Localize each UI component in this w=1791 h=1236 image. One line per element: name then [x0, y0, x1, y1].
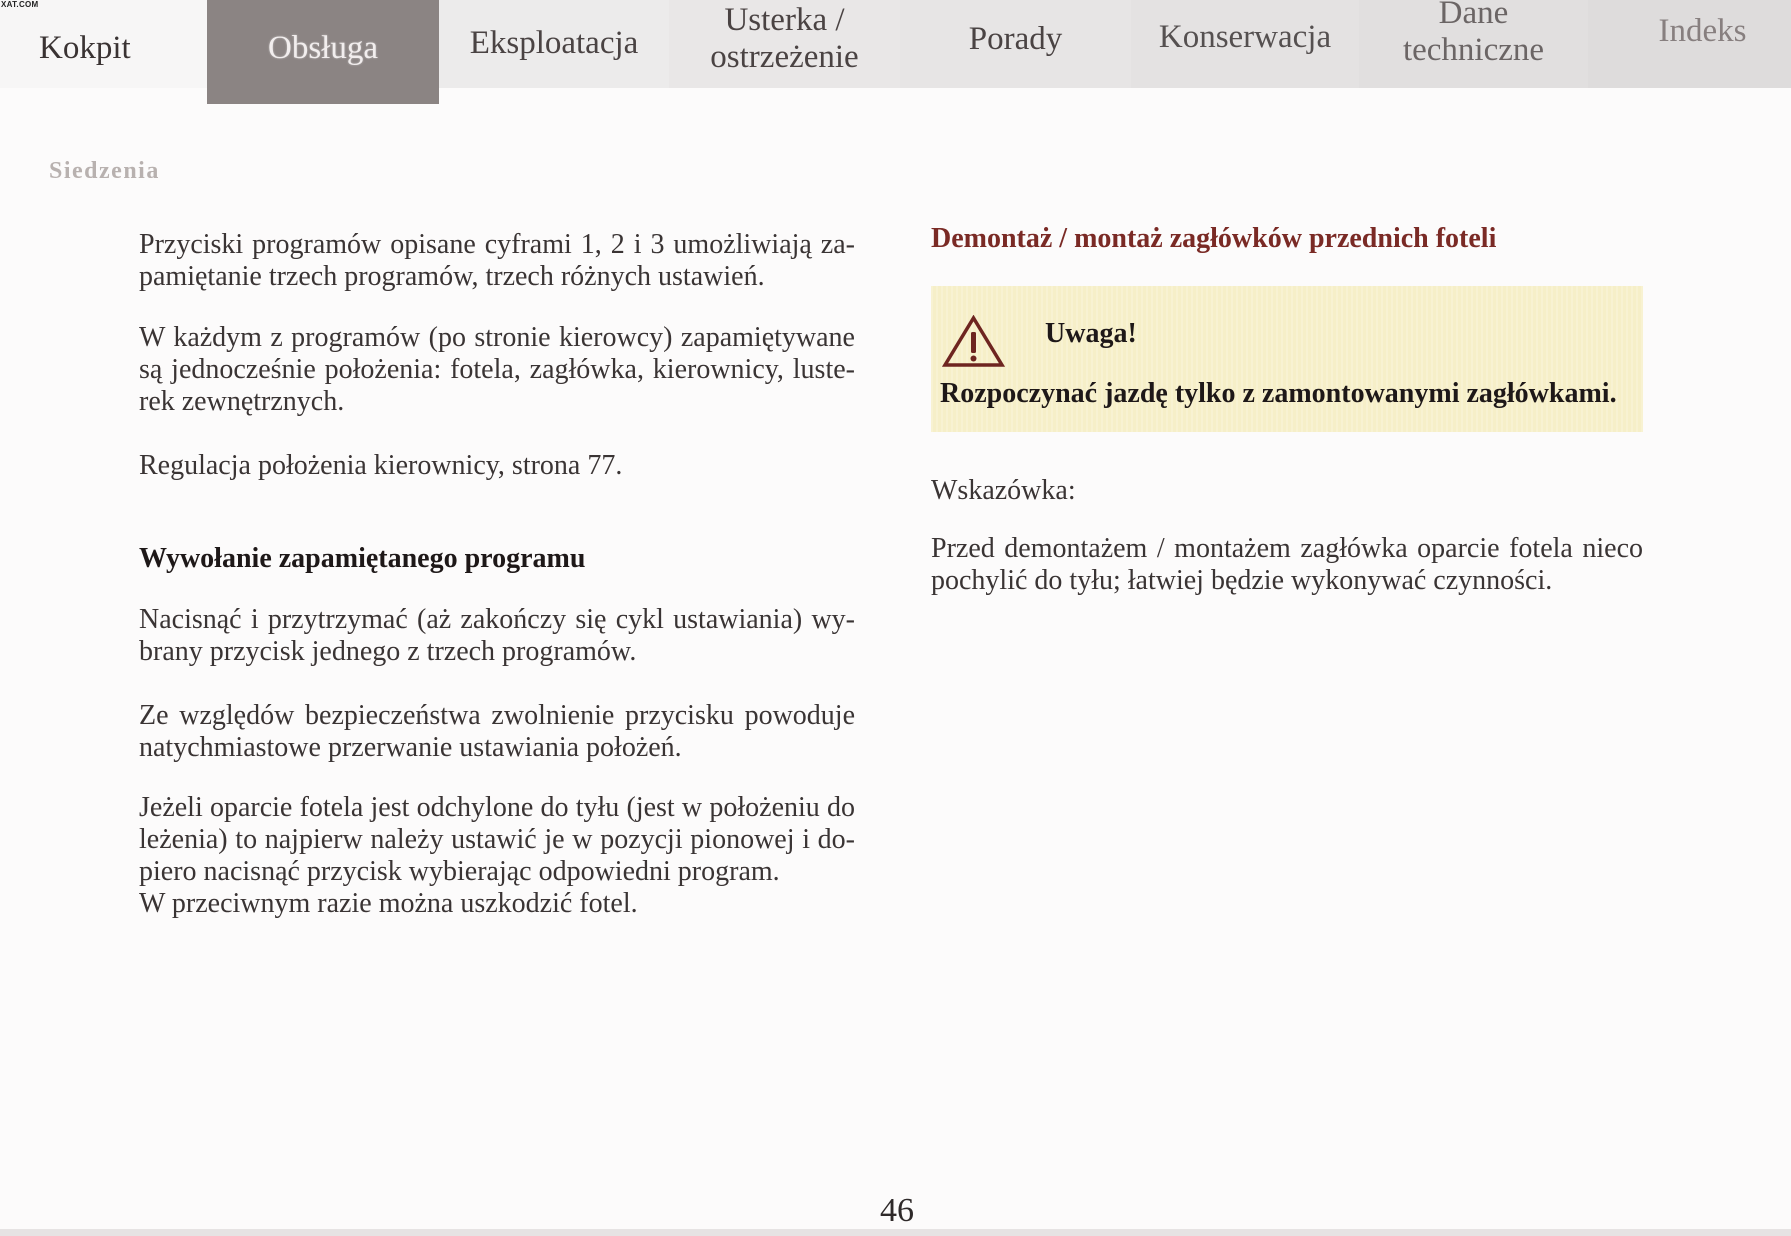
warning-triangle-icon — [942, 315, 1005, 368]
text-line: Przed demontażem / montażem zagłówka oparcie fotela nieco — [931, 533, 1643, 564]
paragraph-hint — [931, 533, 1643, 597]
headrest-heading — [931, 223, 1643, 255]
watermark: XAT.COM — [1, 0, 39, 9]
text-line: Regulacja położenia kierownicy, strona 77. — [139, 450, 623, 481]
text-line: są jednocześnie położenia: fotela, zagłówka, kierownicy, luste- — [139, 354, 855, 385]
text-line: brany przycisk jednego z trzech programów. — [139, 636, 637, 667]
warning-text: Rozpoczynać jazdę tylko z zamontowanymi zagłówkami. — [940, 378, 1617, 409]
recall-heading — [139, 543, 855, 575]
text-line: pamiętanie trzech programów, trzech różnych ustawień. — [139, 261, 765, 292]
tab-indeks[interactable] — [1588, 0, 1791, 88]
text-line: rek zewnętrznych. — [139, 386, 345, 417]
text-line: natychmiastowe przerwanie ustawiania położeń. — [139, 732, 682, 763]
heading-text: Wywołanie zapamiętanego programu — [139, 543, 586, 574]
text-line: Ze względów bezpieczeństwa zwolnienie przycisku powoduje — [139, 700, 855, 731]
paragraph-intro — [139, 229, 855, 293]
paragraph-recall-hold — [139, 604, 855, 668]
text-line: leżenia) to najpierw należy ustawić je w pozycji pionowej i do- — [139, 824, 855, 855]
heading-text: Demontaż / montaż zagłówków przednich foteli — [931, 223, 1497, 254]
tab-obsluga[interactable] — [207, 0, 439, 104]
text-line: pochylić do tyłu; łatwiej będzie wykonywać czynności. — [931, 565, 1553, 596]
section-title: Siedzenia — [49, 158, 160, 184]
tab-label-line-2: ostrzeżenie — [710, 39, 859, 75]
paragraph-steering-reference — [139, 450, 855, 482]
text-line: Wskazówka: — [931, 475, 1076, 506]
text-line: Jeżeli oparcie fotela jest odchylone do tyłu (jest w położeniu do — [139, 792, 855, 823]
text-line: piero nacisnąć przycisk wybierając odpowiedni program. — [139, 856, 780, 887]
text-line: Nacisnąć i przytrzymać (aż zakończy się cykl ustawiania) wy- — [139, 604, 855, 635]
warning-title: Uwaga! — [1045, 318, 1137, 349]
tab-label: Obsługa — [268, 29, 378, 66]
tab-label: Indeks — [1658, 12, 1747, 49]
tab-label-line-1: Dane — [1438, 0, 1509, 31]
text-line: Przyciski programów opisane cyframi 1, 2 i 3 umożliwiają za- — [139, 229, 855, 260]
page-number: 46 — [880, 1192, 914, 1229]
tab-label-line-2: techniczne — [1402, 32, 1545, 68]
tab-usterka-ostrzezenie[interactable] — [669, 0, 900, 88]
tab-konserwacja[interactable] — [1131, 0, 1359, 88]
tab-label: Konserwacja — [1158, 18, 1332, 55]
tab-label: Kokpit — [39, 29, 131, 66]
tab-kokpit[interactable] — [0, 0, 207, 88]
paragraph-memory — [139, 322, 855, 418]
warning-box — [931, 286, 1643, 432]
chapter-tab-bar — [0, 0, 1791, 104]
tab-eksploatacja[interactable] — [439, 0, 669, 88]
tab-porady[interactable] — [900, 0, 1131, 88]
paragraph-recall-safety — [139, 700, 855, 764]
paragraph-recall-reclined — [139, 792, 855, 920]
hint-label — [931, 475, 1643, 507]
tab-label-line-1: Usterka / — [724, 2, 845, 38]
tab-dane-techniczne[interactable] — [1359, 0, 1588, 88]
page-bottom-edge — [0, 1229, 1791, 1236]
text-line: W każdym z programów (po stronie kierowcy) zapamiętywane — [139, 322, 855, 353]
text-line: W przeciwnym razie można uszkodzić fotel. — [139, 888, 638, 919]
tab-label: Porady — [968, 20, 1063, 57]
tab-label: Eksploatacja — [469, 24, 639, 61]
